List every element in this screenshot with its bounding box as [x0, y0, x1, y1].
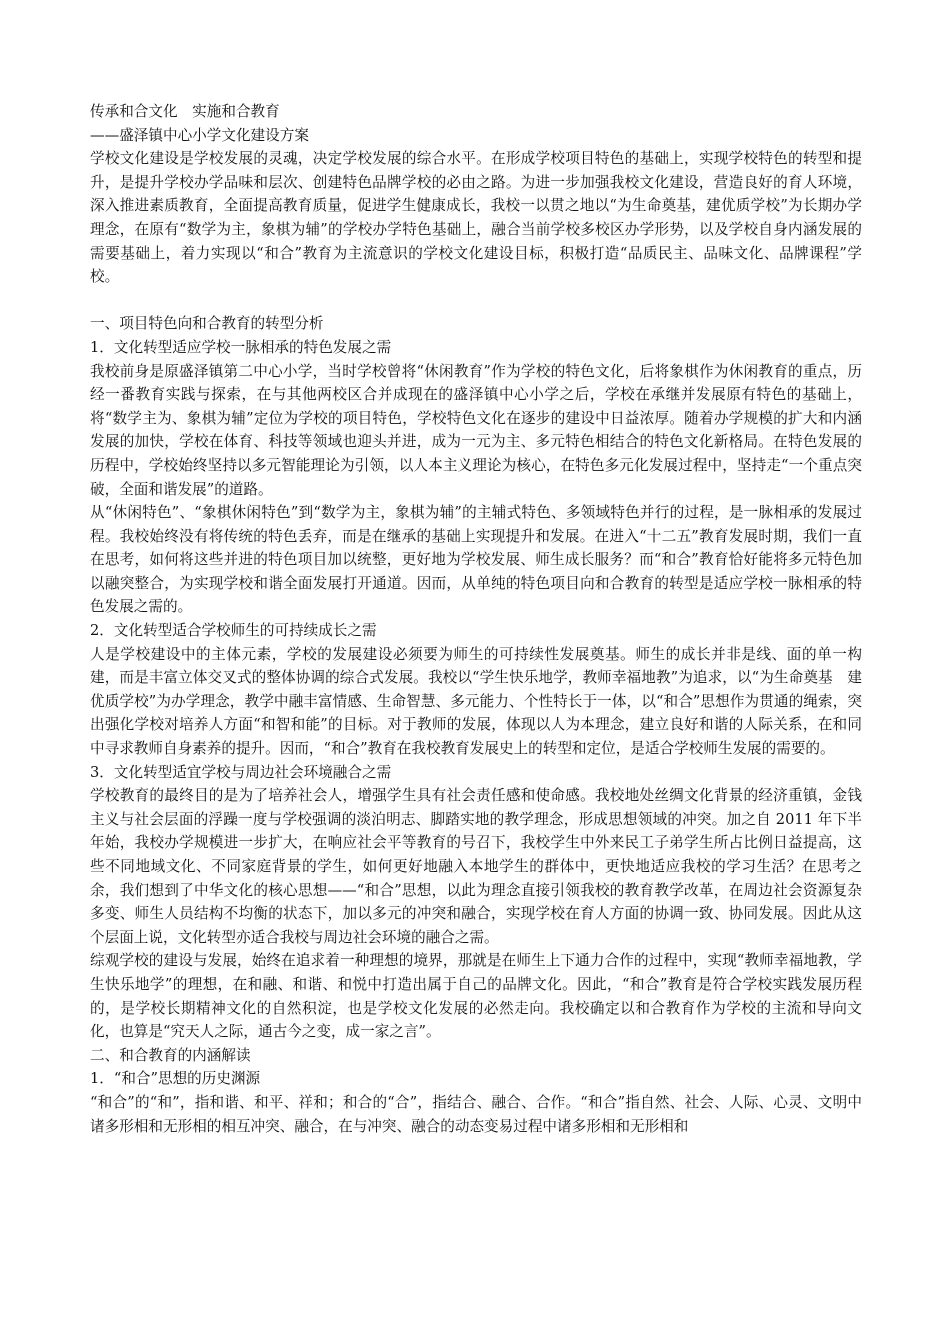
subsection-1-1-paragraph-2: 从“休闲特色”、“象棋休闲特色”到“数学为主，象棋为辅”的主辅式特色、多领域特色并行的过程，是一脉相承的发展过程。我校始终没有将传统的特色丢弃，而是在继承的基础上实现提升和发展。在进入“十二五”教育发展时期，我们一直在思考，如何将这些并进的特色项目加以统整，更好地为学校发展、师生成长服务？而“和合”教育恰好能将多元特色加以融突整合，为实现学校和谐全面发展打开通道。因而，从单纯的特色项目向和合教育的转型是适应学校一脉相承的特色发展之需的。 [90, 504, 862, 616]
subsection-1-2-paragraph: 人是学校建设中的主体元素，学校的发展建设必须要为师生的可持续性发展奠基。师生的成长并非是线、面的单一构建，而是丰富立体交叉式的整体协调的综合式发展。我校以“学生快乐地学，教师幸福地教”为追求，以“为生命奠基 建优质学校”为办学理念，教学中融丰富情感、生命智慧、多元能力、个性特长于一体，以“和合”思想作为贯通的绳索，突出强化学校对培养人方面“和智和能”的目标。对于教师的发展，体现以人为本理念，建立良好和谐的人际关系，在和同中寻求教师自身素养的提升。因而，“和合”教育在我校教育发展史上的转型和定位，是适合学校师生发展的需要的。 [90, 645, 862, 758]
subsection-1-2-heading: 2．文化转型适合学校师生的可持续成长之需 [90, 622, 377, 640]
document-title: 传承和合文化 实施和合教育 [90, 103, 280, 120]
section-1-heading: 一、项目特色向和合教育的转型分析 [90, 315, 324, 333]
subsection-1-3-heading: 3．文化转型适宜学校与周边社会环境融合之需 [90, 763, 392, 781]
document-page [90, 100, 862, 1138]
subsection-1-3-paragraph: 学校教育的最终目的是为了培养社会人，增强学生具有社会责任感和使命感。我校地处丝绸文化背景的经济重镇，金钱主义与社会层面的浮躁一度与学校强调的淡泊明志、脚踏实地的教学理念，形成思想领域的冲突。加之自 2011 年下半年始，我校办学规模进一步扩大，在响应社会平等教育的号召下，我校学生中外来民工子弟学生所占比例日益提高，这些不同地域文化、不同家庭背景的学生，如何更好地融入本地学生的群体中，更快地适应我校的学习生活？在思考之余，我们想到了中华文化的核心思想——“和合”思想，以此为理念直接引领我校的教育教学改革，在周边社会资源复杂多变、师生人员结构不均衡的状态下，加以多元的冲突和融合，实现学校在育人方面的协调一致、协同发展。因此从这个层面上说，文化转型亦适合我校与周边社会环境的融合之需。 [90, 787, 862, 946]
subsection-1-1-heading: 1．文化转型适应学校一脉相承的特色发展之需 [90, 338, 392, 356]
subsection-1-1-paragraph-1: 我校前身是原盛泽镇第二中心小学，当时学校曾将“休闲教育”作为学校的特色文化，后将象棋作为休闲教育的重点，历经一番教育实践与探索，在与其他两校区合并成现在的盛泽镇中心小学之后，学校在承继并发展原有特色的基础上，将“数学主为、象棋为辅”定位为学校的项目特色，学校特色文化在逐步的建设中日益浓厚。随着办学规模的扩大和内涵发展的加快，学校在体育、科技等领域也迎头并进，成为一元为主、多元特色相结合的特色文化新格局。在特色发展的历程中，学校始终坚持以多元智能理论为引领，以人本主义理论为核心，在特色多元化发展过程中，坚持走“一个重点突破，全面和谐发展”的道路。 [90, 362, 862, 498]
subsection-2-1-heading: 1．“和合”思想的历史渊源 [90, 1070, 261, 1088]
section-2-heading: 二、和合教育的内涵解读 [90, 1046, 251, 1064]
subsection-2-1-paragraph: “和合”的“和”，指和谐、和平、祥和；和合的“合”，指结合、融合、合作。“和合”指自然、社会、人际、心灵、文明中诸多形相和无形相的相互冲突、融合，在与冲突、融合的动态变易过程中诸多形相和无形相和 [90, 1093, 862, 1135]
blank-line [90, 289, 862, 313]
section-1-summary: 综观学校的建设与发展，始终在追求着一种理想的境界，那就是在师生上下通力合作的过程中，实现“教师幸福地教，学生快乐地学”的理想，在和融、和谐、和悦中打造出属于自己的品牌文化。因此，“和合”教育是符合学校实践发展历程的，是学校长期精神文化的自然积淀，也是学校文化发展的必然走向。我校确定以和合教育作为学校的主流和导向文化，也算是“究天人之际，通古今之变，成一家之言”。 [90, 952, 862, 1041]
document-subtitle: ——盛泽镇中心小学文化建设方案 [90, 126, 309, 144]
intro-paragraph: 学校文化建设是学校发展的灵魂，决定学校发展的综合水平。在形成学校项目特色的基础上，实现学校特色的转型和提升，是提升学校办学品味和层次、创建特色品牌学校的必由之路。为进一步加强我校文化建设，营造良好的育人环境，深入推进素质教育，全面提高教育质量，促进学生健康成长，我校一以贯之地以“为生命奠基，建优质学校”为长期办学理念，在原有“数学为主，象棋为辅”的学校办学特色基础上，融合当前学校多校区办学形势，以及学校自身内涵发展的需要基础上，着力实现以“和合”教育为主流意识的学校文化建设目标，积极打造“品质民主、品味文化、品牌课程”学校。 [90, 150, 862, 286]
